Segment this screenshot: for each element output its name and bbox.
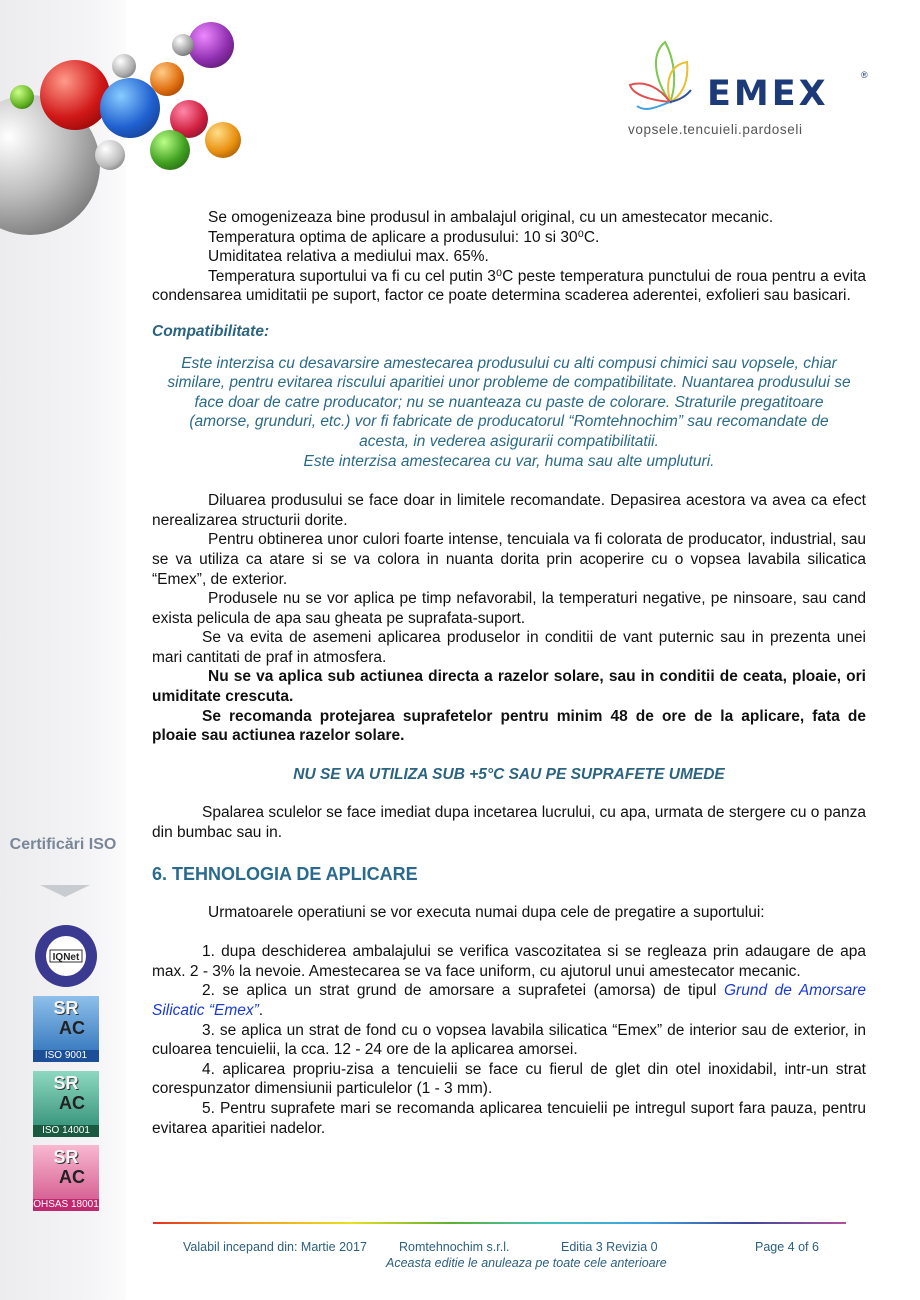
iqnet-seal-icon xyxy=(33,923,99,989)
step-text-end: . xyxy=(258,1002,264,1019)
section-title: 6. TEHNOLOGIA DE APLICARE xyxy=(152,863,418,884)
document-body xyxy=(152,208,866,1138)
footer-note: Aceasta editie le anuleaza pe toate cele anterioare xyxy=(386,1256,667,1270)
seal-caption: OHSAS 18001 xyxy=(33,1199,99,1210)
step-item xyxy=(152,981,866,1020)
arrow-down-icon xyxy=(40,885,90,897)
seal-caption: ISO 9001 xyxy=(33,1050,99,1062)
srac-iso9001-seal: SR AC ISO 9001 xyxy=(33,996,99,1062)
paragraph: Spalarea sculelor se face imediat dupa incetarea lucrului, cu apa, urmata de stergere cu o panza din bumbac sau in. xyxy=(152,804,866,842)
step-item: 4. aplicarea propriu-zisa a tencuielii se face cu fierul de glet din otel inoxidabil, intr-un strat corespunzator dimensiunii particulelor (1 - 3 mm). xyxy=(152,1060,866,1098)
srac-iso14001-seal: SR AC ISO 14001 xyxy=(33,1071,99,1137)
warning-text: NU SE VA UTILIZA SUB +5°C SAU PE SUPRAFETE UMEDE xyxy=(293,765,725,783)
footer-divider xyxy=(153,1222,846,1224)
footer-company: Romtehnochim s.r.l. xyxy=(399,1240,510,1254)
compatibility-text: Este interzisa cu desavarsire amestecarea produsului cu alti compusi chimici sau vopsele, chiar similare, pentru evitarea riscului aparitiei unor probleme de compatibilitate. Nuantarea produsului se face doar de catre producator; nu se nuanteaza cu paste de colorare. Straturile pregatitoare (amorse, grunduri, etc.) vor fi fabricate de producatorul “Romtehnochim” sau recomandate de acesta, in vederea asigurarii compatibilitatii. xyxy=(167,354,851,450)
step-item: 3. se aplica un strat de fond cu o vopsea lavabila silicatica “Emex” de interior sau de exterior, in culoarea tencuielii, la cca. 12 - 24 ore de la aplicarea amorsei. xyxy=(152,1021,866,1059)
paragraph: Urmatoarele operatiuni se vor executa numai dupa cele de pregatire a suportului: xyxy=(208,903,765,921)
bold-paragraph: Nu se va aplica sub actiunea directa a razelor solare, sau in conditii de ceata, ploaie, ori umiditate crescuta. xyxy=(152,668,866,706)
paragraph: Temperatura optima de aplicare a produsului: 10 si 30⁰C. xyxy=(208,228,600,246)
step-text: 2. se aplica un strat grund de amorsare a suprafetei (amorsa) de tipul xyxy=(202,982,724,1000)
certifications-title: Certificări ISO xyxy=(9,836,117,853)
step-item: 1. dupa deschiderea ambalajului se verifica vascozitatea si se regleaza prin adaugare de apa max. 2 - 3% la nevoie. Amestecarea se va face uniform, cu ajutorul unui amestecator mecanic. xyxy=(152,943,866,980)
svg-text:IQNet: IQNet xyxy=(52,952,80,963)
compatibility-text-2: Este interzisa amestecarea cu var, huma sau alte umpluturi. xyxy=(303,452,715,470)
seal-caption: ISO 14001 xyxy=(33,1125,99,1137)
footer-page-number: Page 4 of 6 xyxy=(755,1240,819,1254)
footer-edition: Editia 3 Revizia 0 xyxy=(561,1240,658,1254)
footer-valid-from: Valabil incepand din: Martie 2017 xyxy=(183,1240,367,1254)
emex-logo xyxy=(625,40,875,140)
paragraph: Temperatura suportului va fi cu cel putin 3⁰C peste temperatura punctului de roua pentru a evita condensarea umiditatii pe suport, factor ce poate determina scaderea aderentei, exfolieri sau basicari. xyxy=(152,267,866,305)
step-item: 5. Pentru suprafete mari se recomanda aplicarea tencuielii pe intregul suport fara pauza, pentru evitarea aparitiei nadelor. xyxy=(152,1099,866,1137)
registered-mark: ® xyxy=(861,70,868,80)
paragraph: Pentru obtinerea unor culori foarte intense, tencuiala va fi colorata de producator, industrial, sau se va utiliza ca atare si se va colora in nuanta dorita prin acoperire cu o vopsea lavabila silicatica “Emex”, de exterior. xyxy=(152,531,866,588)
logo-tagline: vopsele.tencuieli.pardoseli xyxy=(628,122,803,137)
paragraph: Se omogenizeaza bine produsul in ambalajul original, cu un amestecator mecanic. xyxy=(208,209,774,226)
product-link[interactable]: Grund de Amorsare Silicatic “Emex” xyxy=(152,982,867,1019)
paragraph: Se va evita de asemeni aplicarea produselor in conditii de vant puternic sau in prezenta unei mari cantitati de praf in atmosfera. xyxy=(152,629,866,666)
paragraph: Produsele nu se vor aplica pe timp nefavorabil, la temperaturi negative, pe ninsoare, sau cand exista pelicula de apa sau gheata pe suprafata-suport. xyxy=(152,590,866,627)
paragraph: Diluarea produsului se face doar in limitele recomandate. Depasirea acestora va avea ca efect nerealizarea structurii dorite. xyxy=(152,492,866,529)
logo-wordmark: EMEX xyxy=(707,74,829,114)
bold-paragraph: Se recomanda protejarea suprafetelor pentru minim 48 de ore de la aplicare, fata de ploaie sau actiunea razelor solare. xyxy=(152,707,866,745)
compatibility-heading: Compatibilitate: xyxy=(152,322,270,340)
srac-ohsas18001-seal: SR AC OHSAS 18001 xyxy=(33,1147,99,1210)
butterfly-icon xyxy=(625,40,705,120)
paragraph: Umiditatea relativa a mediului max. 65%. xyxy=(208,248,489,266)
